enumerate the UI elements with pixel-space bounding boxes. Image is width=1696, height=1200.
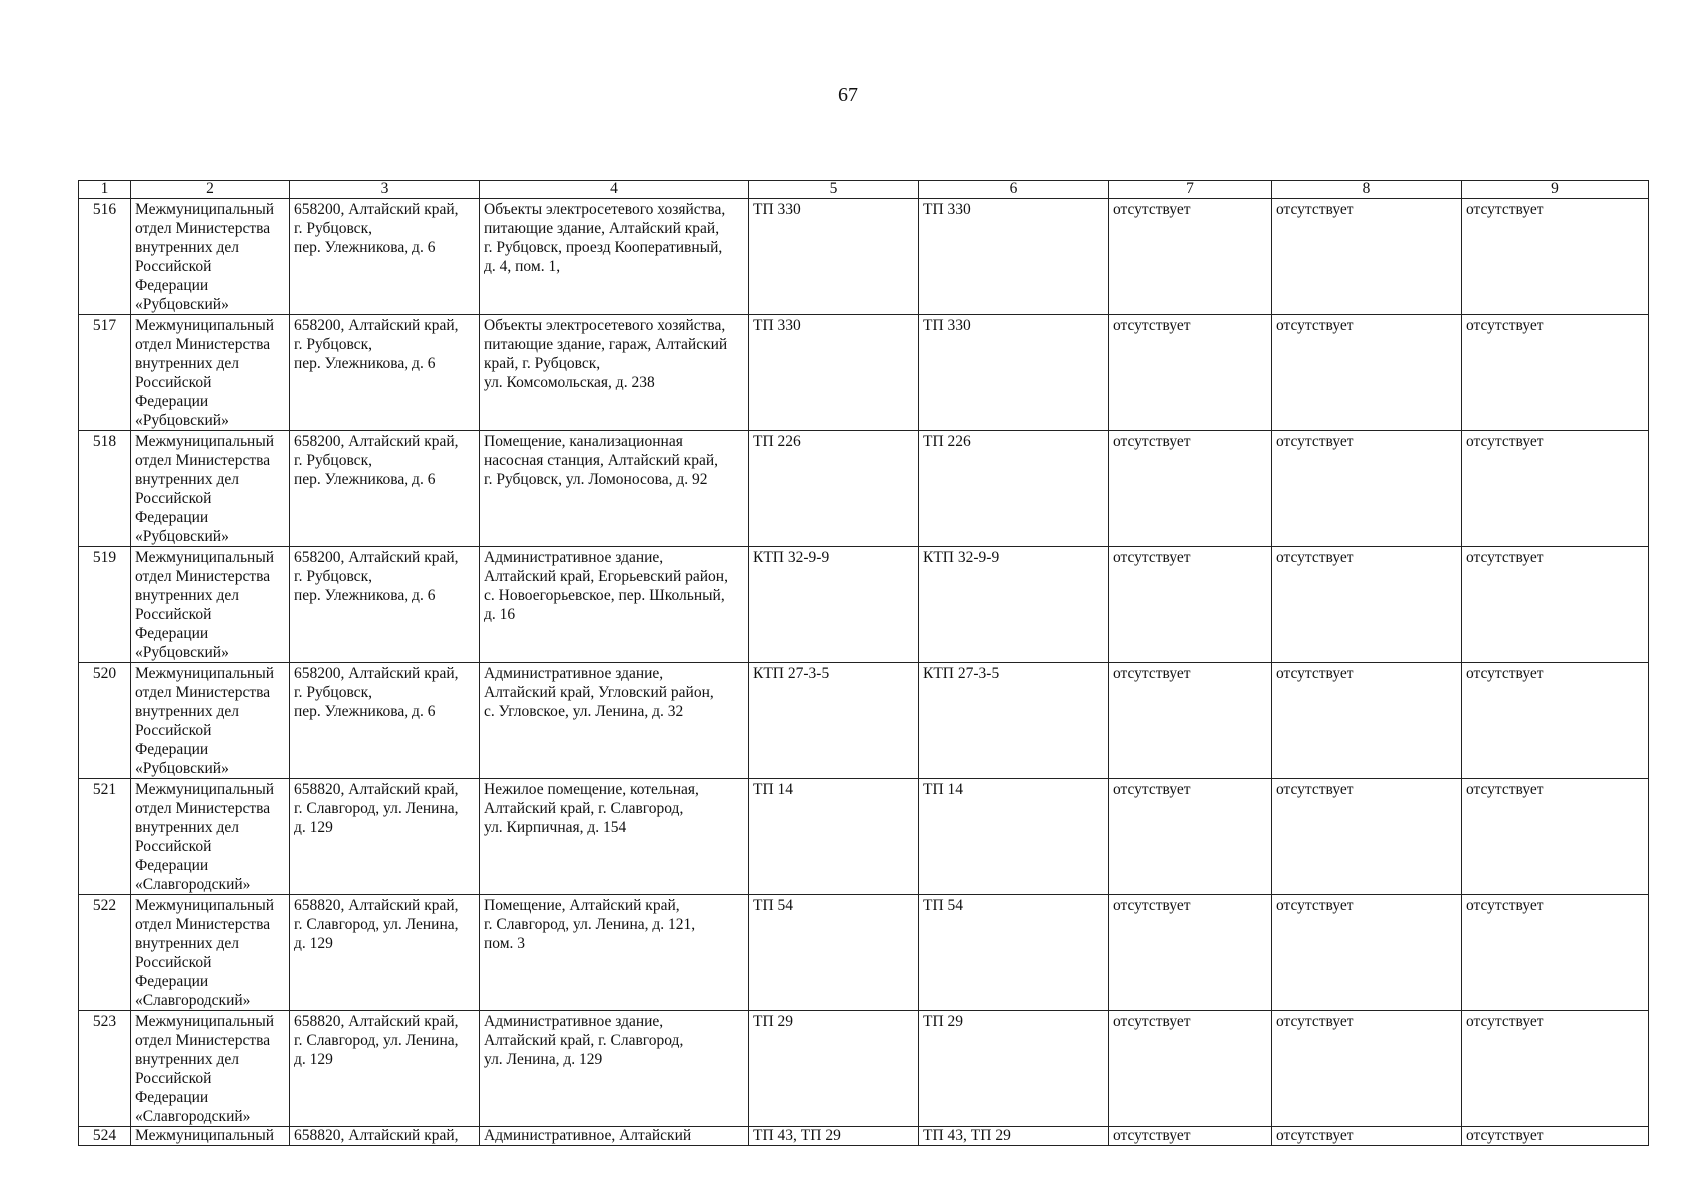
- status-cell: отсутствует: [1272, 315, 1462, 431]
- status-cell: отсутствует: [1462, 1127, 1649, 1146]
- address-cell: 658200, Алтайский край, г. Рубцовск, пер. Улежникова, д. 6: [290, 315, 480, 431]
- status-cell: отсутствует: [1109, 1011, 1272, 1127]
- organization-cell: Межмуниципальный отдел Министерства внутренних дел Российской Федерации «Рубцовский»: [131, 199, 290, 315]
- substation-cell: ТП 330: [749, 199, 919, 315]
- status-cell: отсутствует: [1272, 779, 1462, 895]
- substation-cell: ТП 226: [749, 431, 919, 547]
- object-cell: Административное здание, Алтайский край, Угловский район, с. Угловское, ул. Ленина, д. 32: [480, 663, 749, 779]
- status-cell: отсутствует: [1462, 1011, 1649, 1127]
- substation-cell: КТП 32-9-9: [749, 547, 919, 663]
- table-row: [79, 199, 1649, 315]
- address-cell: 658200, Алтайский край, г. Рубцовск, пер. Улежникова, д. 6: [290, 199, 480, 315]
- row-number: 516: [79, 199, 131, 315]
- table-row: [79, 663, 1649, 779]
- object-cell: Помещение, Алтайский край, г. Славгород, ул. Ленина, д. 121, пом. 3: [480, 895, 749, 1011]
- status-cell: отсутствует: [1109, 547, 1272, 663]
- organization-cell: Межмуниципальный отдел Министерства внутренних дел Российской Федерации «Славгородский»: [131, 895, 290, 1011]
- column-header: 7: [1109, 181, 1272, 199]
- organization-cell: Межмуниципальный: [131, 1127, 290, 1146]
- object-cell: Нежилое помещение, котельная, Алтайский край, г. Славгород, ул. Кирпичная, д. 154: [480, 779, 749, 895]
- address-cell: 658200, Алтайский край, г. Рубцовск, пер. Улежникова, д. 6: [290, 663, 480, 779]
- object-cell: Объекты электросетевого хозяйства, питающие здание, гараж, Алтайский край, г. Рубцовск, ул. Комсомольская, д. 238: [480, 315, 749, 431]
- organization-cell: Межмуниципальный отдел Министерства внутренних дел Российской Федерации «Славгородский»: [131, 1011, 290, 1127]
- column-header: 8: [1272, 181, 1462, 199]
- object-cell: Объекты электросетевого хозяйства, питающие здание, Алтайский край, г. Рубцовск, проезд Кооперативный, д. 4, пом. 1,: [480, 199, 749, 315]
- status-cell: отсутствует: [1462, 779, 1649, 895]
- row-number: 518: [79, 431, 131, 547]
- status-cell: отсутствует: [1272, 663, 1462, 779]
- substation-cell: ТП 330: [919, 315, 1109, 431]
- status-cell: отсутствует: [1462, 895, 1649, 1011]
- status-cell: отсутствует: [1109, 895, 1272, 1011]
- organization-cell: Межмуниципальный отдел Министерства внутренних дел Российской Федерации «Славгородский»: [131, 779, 290, 895]
- substation-cell: ТП 14: [749, 779, 919, 895]
- table-row: [79, 315, 1649, 431]
- table-row: [79, 895, 1649, 1011]
- status-cell: отсутствует: [1109, 431, 1272, 547]
- registry-table: [78, 180, 1649, 1146]
- row-number: 519: [79, 547, 131, 663]
- address-cell: 658820, Алтайский край,: [290, 1127, 480, 1146]
- substation-cell: КТП 27-3-5: [749, 663, 919, 779]
- status-cell: отсутствует: [1462, 547, 1649, 663]
- status-cell: отсутствует: [1462, 315, 1649, 431]
- status-cell: отсутствует: [1272, 199, 1462, 315]
- address-cell: 658200, Алтайский край, г. Рубцовск, пер. Улежникова, д. 6: [290, 431, 480, 547]
- status-cell: отсутствует: [1462, 199, 1649, 315]
- organization-cell: Межмуниципальный отдел Министерства внутренних дел Российской Федерации «Рубцовский»: [131, 315, 290, 431]
- status-cell: отсутствует: [1109, 663, 1272, 779]
- substation-cell: ТП 54: [919, 895, 1109, 1011]
- column-header: 1: [79, 181, 131, 199]
- row-number: 524: [79, 1127, 131, 1146]
- substation-cell: КТП 32-9-9: [919, 547, 1109, 663]
- status-cell: отсутствует: [1272, 1011, 1462, 1127]
- object-cell: Административное здание, Алтайский край, г. Славгород, ул. Ленина, д. 129: [480, 1011, 749, 1127]
- status-cell: отсутствует: [1272, 547, 1462, 663]
- organization-cell: Межмуниципальный отдел Министерства внутренних дел Российской Федерации «Рубцовский»: [131, 663, 290, 779]
- page-number: 67: [838, 84, 858, 106]
- row-number: 521: [79, 779, 131, 895]
- column-header: 9: [1462, 181, 1649, 199]
- status-cell: отсутствует: [1272, 431, 1462, 547]
- status-cell: отсутствует: [1462, 431, 1649, 547]
- column-header: 5: [749, 181, 919, 199]
- address-cell: 658200, Алтайский край, г. Рубцовск, пер. Улежникова, д. 6: [290, 547, 480, 663]
- row-number: 522: [79, 895, 131, 1011]
- column-number-row: [79, 181, 1649, 199]
- organization-cell: Межмуниципальный отдел Министерства внутренних дел Российской Федерации «Рубцовский»: [131, 547, 290, 663]
- status-cell: отсутствует: [1272, 895, 1462, 1011]
- column-header: 4: [480, 181, 749, 199]
- status-cell: отсутствует: [1109, 199, 1272, 315]
- object-cell: Помещение, канализационная насосная станция, Алтайский край, г. Рубцовск, ул. Ломоносова, д. 92: [480, 431, 749, 547]
- status-cell: отсутствует: [1109, 315, 1272, 431]
- table-row: [79, 1127, 1649, 1146]
- status-cell: отсутствует: [1462, 663, 1649, 779]
- object-cell: Административное, Алтайский: [480, 1127, 749, 1146]
- object-cell: Административное здание, Алтайский край, Егорьевский район, с. Новоегорьевское, пер. Школьный, д. 16: [480, 547, 749, 663]
- column-header: 3: [290, 181, 480, 199]
- organization-cell: Межмуниципальный отдел Министерства внутренних дел Российской Федерации «Рубцовский»: [131, 431, 290, 547]
- table-row: [79, 431, 1649, 547]
- substation-cell: ТП 43, ТП 29: [919, 1127, 1109, 1146]
- row-number: 523: [79, 1011, 131, 1127]
- address-cell: 658820, Алтайский край, г. Славгород, ул. Ленина, д. 129: [290, 895, 480, 1011]
- substation-cell: ТП 29: [749, 1011, 919, 1127]
- substation-cell: ТП 29: [919, 1011, 1109, 1127]
- substation-cell: ТП 14: [919, 779, 1109, 895]
- substation-cell: ТП 43, ТП 29: [749, 1127, 919, 1146]
- status-cell: отсутствует: [1272, 1127, 1462, 1146]
- table-row: [79, 1011, 1649, 1127]
- substation-cell: ТП 330: [919, 199, 1109, 315]
- row-number: 520: [79, 663, 131, 779]
- status-cell: отсутствует: [1109, 1127, 1272, 1146]
- row-number: 517: [79, 315, 131, 431]
- substation-cell: КТП 27-3-5: [919, 663, 1109, 779]
- table-row: [79, 779, 1649, 895]
- address-cell: 658820, Алтайский край, г. Славгород, ул. Ленина, д. 129: [290, 779, 480, 895]
- substation-cell: ТП 226: [919, 431, 1109, 547]
- column-header: 6: [919, 181, 1109, 199]
- table-row: [79, 547, 1649, 663]
- substation-cell: ТП 54: [749, 895, 919, 1011]
- substation-cell: ТП 330: [749, 315, 919, 431]
- address-cell: 658820, Алтайский край, г. Славгород, ул. Ленина, д. 129: [290, 1011, 480, 1127]
- status-cell: отсутствует: [1109, 779, 1272, 895]
- column-header: 2: [131, 181, 290, 199]
